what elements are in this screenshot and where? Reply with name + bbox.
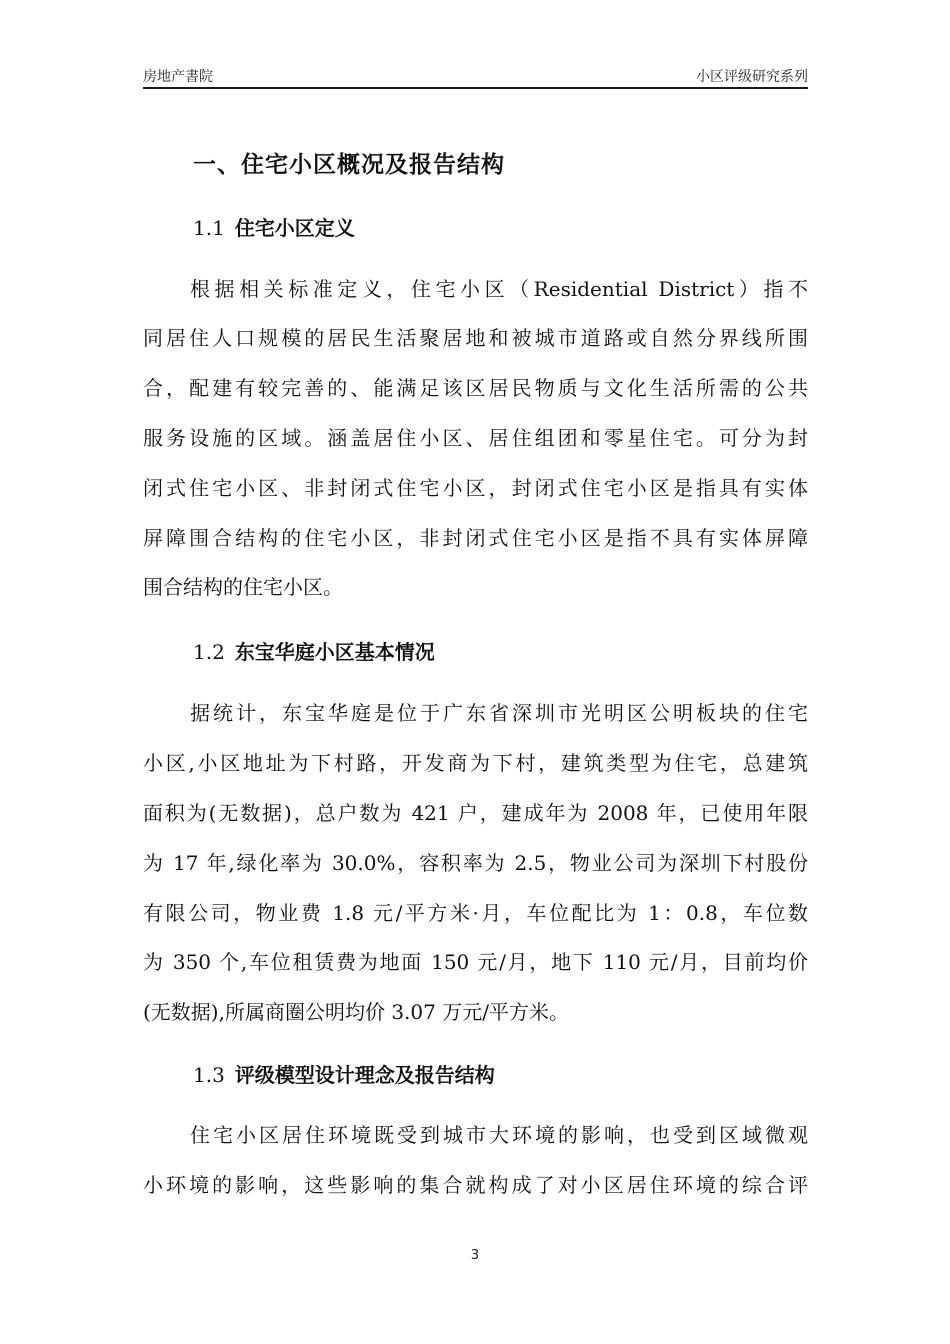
- section-heading-1-2: [193, 636, 435, 665]
- page-number: 3: [470, 1248, 480, 1263]
- paragraph-line: 小区,小区地址为下村路，开发商为下村，建筑类型为住宅，总建筑: [143, 751, 808, 775]
- header-publisher: 房地产書院: [143, 69, 213, 85]
- section-title: 东宝华庭小区基本情况: [234, 640, 435, 664]
- section-number: 1.3: [193, 1063, 225, 1087]
- chapter-title: 一、住宅小区概况及报告结构: [193, 152, 505, 178]
- paragraph-line: 合，配建有较完善的、能满足该区居民物质与文化生活所需的公共: [143, 376, 808, 400]
- paragraph-line: 为 350 个,车位租赁费为地面 150 元/月，地下 110 元/月，目前均价: [143, 950, 808, 974]
- header-rule: [143, 87, 808, 89]
- paragraph-line: 闭式住宅小区、非封闭式住宅小区，封闭式住宅小区是指具有实体: [143, 476, 808, 500]
- paragraph-line: (无数据),所属商圈公明均价 3.07 万元/平方米。: [143, 1000, 569, 1024]
- page-header: [143, 64, 808, 86]
- section-heading-1-1: [193, 212, 355, 241]
- section-title: 住宅小区定义: [234, 216, 355, 240]
- paragraph-line: 小环境的影响，这些影响的集合就构成了对小区居住环境的综合评: [143, 1173, 808, 1197]
- paragraph-line: 根据相关标准定义，住宅小区（Residential District）指不: [190, 277, 808, 301]
- paragraph-line: 面积为(无数据)，总户数为 421 户，建成年为 2008 年，已使用年限: [143, 801, 808, 825]
- paragraph-line: 围合结构的住宅小区。: [143, 575, 343, 599]
- header-series: 小区评级研究系列: [696, 69, 808, 85]
- paragraph-line: 为 17 年,绿化率为 30.0%，容积率为 2.5，物业公司为深圳下村股份: [143, 851, 808, 875]
- paragraph-line: 据统计，东宝华庭是位于广东省深圳市光明区公明板块的住宅: [190, 701, 808, 725]
- section-heading-1-3: [193, 1059, 495, 1088]
- paragraph-line: 服务设施的区域。涵盖居住小区、居住组团和零星住宅。可分为封: [143, 426, 808, 450]
- paragraph-line: 屏障围合结构的住宅小区，非封闭式住宅小区是指不具有实体屏障: [143, 526, 808, 550]
- paragraph-line: 同居住人口规模的居民生活聚居地和被城市道路或自然分界线所围: [143, 326, 808, 350]
- paragraph-line: 住宅小区居住环境既受到城市大环境的影响，也受到区域微观: [190, 1123, 808, 1147]
- section-title: 评级模型设计理念及报告结构: [234, 1063, 495, 1087]
- section-number: 1.2: [193, 640, 225, 664]
- paragraph-line: 有限公司，物业费 1.8 元/平方米·月，车位配比为 1：0.8，车位数: [143, 901, 808, 925]
- section-number: 1.1: [193, 216, 225, 240]
